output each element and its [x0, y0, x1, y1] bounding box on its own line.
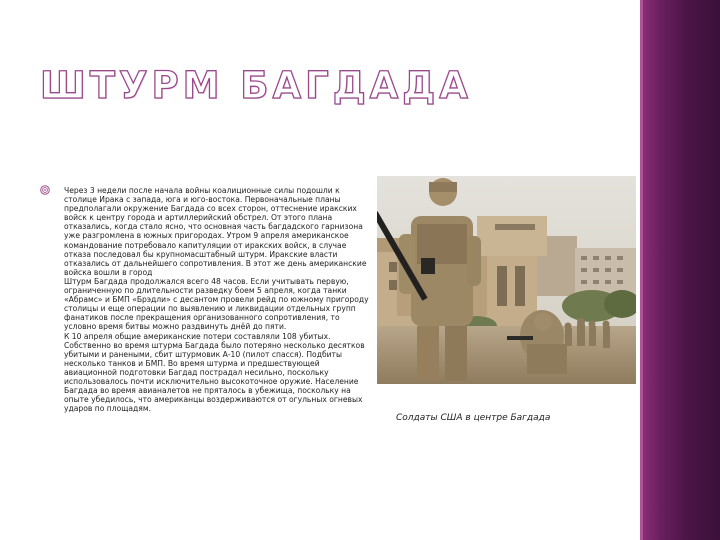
body-paragraph: К 10 апреля общие американские потери составляли 108 убитых. Собственно во время штурма Багдада было потеряно несколько десятков убитыми и ранеными, сбит штурмовик А-10 (пилот спасся). Подбиты несколько танков и БМП. Во время штурма и предшествующей авиационной подготовки Багдад пострадал несильно, поскольку использовалось почти исключительно высокоточное оружие. Население Багдада во время авианалетов не пряталось в убежища, поскольку на опыте убедилось, что американцы воздерживаются от огульных огневых ударов по площадям. — [64, 331, 365, 414]
slide-body-text — [64, 186, 370, 413]
body-paragraph: Штурм Багдада продолжался всего 48 часов. Если учитывать первую, ограниченную по длительности разведку боем 5 апреля, когда танки «Абрамс» и БМП «Брэдли» с десантом провели рейд по южному пригороду столицы и еще операции по выявлению и ликвидации отдельных групп фанатиков после прекращения организованного сопротивления, то условно время битвы можно раздвинуть днёй до пяти. — [64, 276, 369, 332]
soldiers-photo — [377, 176, 636, 384]
target-bullet-icon — [40, 180, 50, 190]
photo-caption: Солдаты США в центре Багдада — [396, 413, 551, 423]
decorative-side-panel — [640, 0, 720, 540]
slide-title: ШТУРМ БАГДАДА — [40, 64, 472, 107]
body-paragraph: Через 3 недели после начала войны коалиционные силы подошли к столице Ирака с запада, юга и юго-востока. Первоначальные планы предполагали окружение Багдада со всех сторон, оттеснение иракских войск к центру города и артиллерийский обстрел. От этого плана отказались, когда стало ясно, что основная часть багдадского гарнизона уже разгромлена в южных пригородах. Утром 9 апреля американское командование потребовало капитуляции от иракских войск, в случае отказа последовал бы крупномасштабный штурм. Иракские власти отказались от дальнейшего сопротивления. В этот же день американские войска вошли в город — [64, 186, 367, 277]
